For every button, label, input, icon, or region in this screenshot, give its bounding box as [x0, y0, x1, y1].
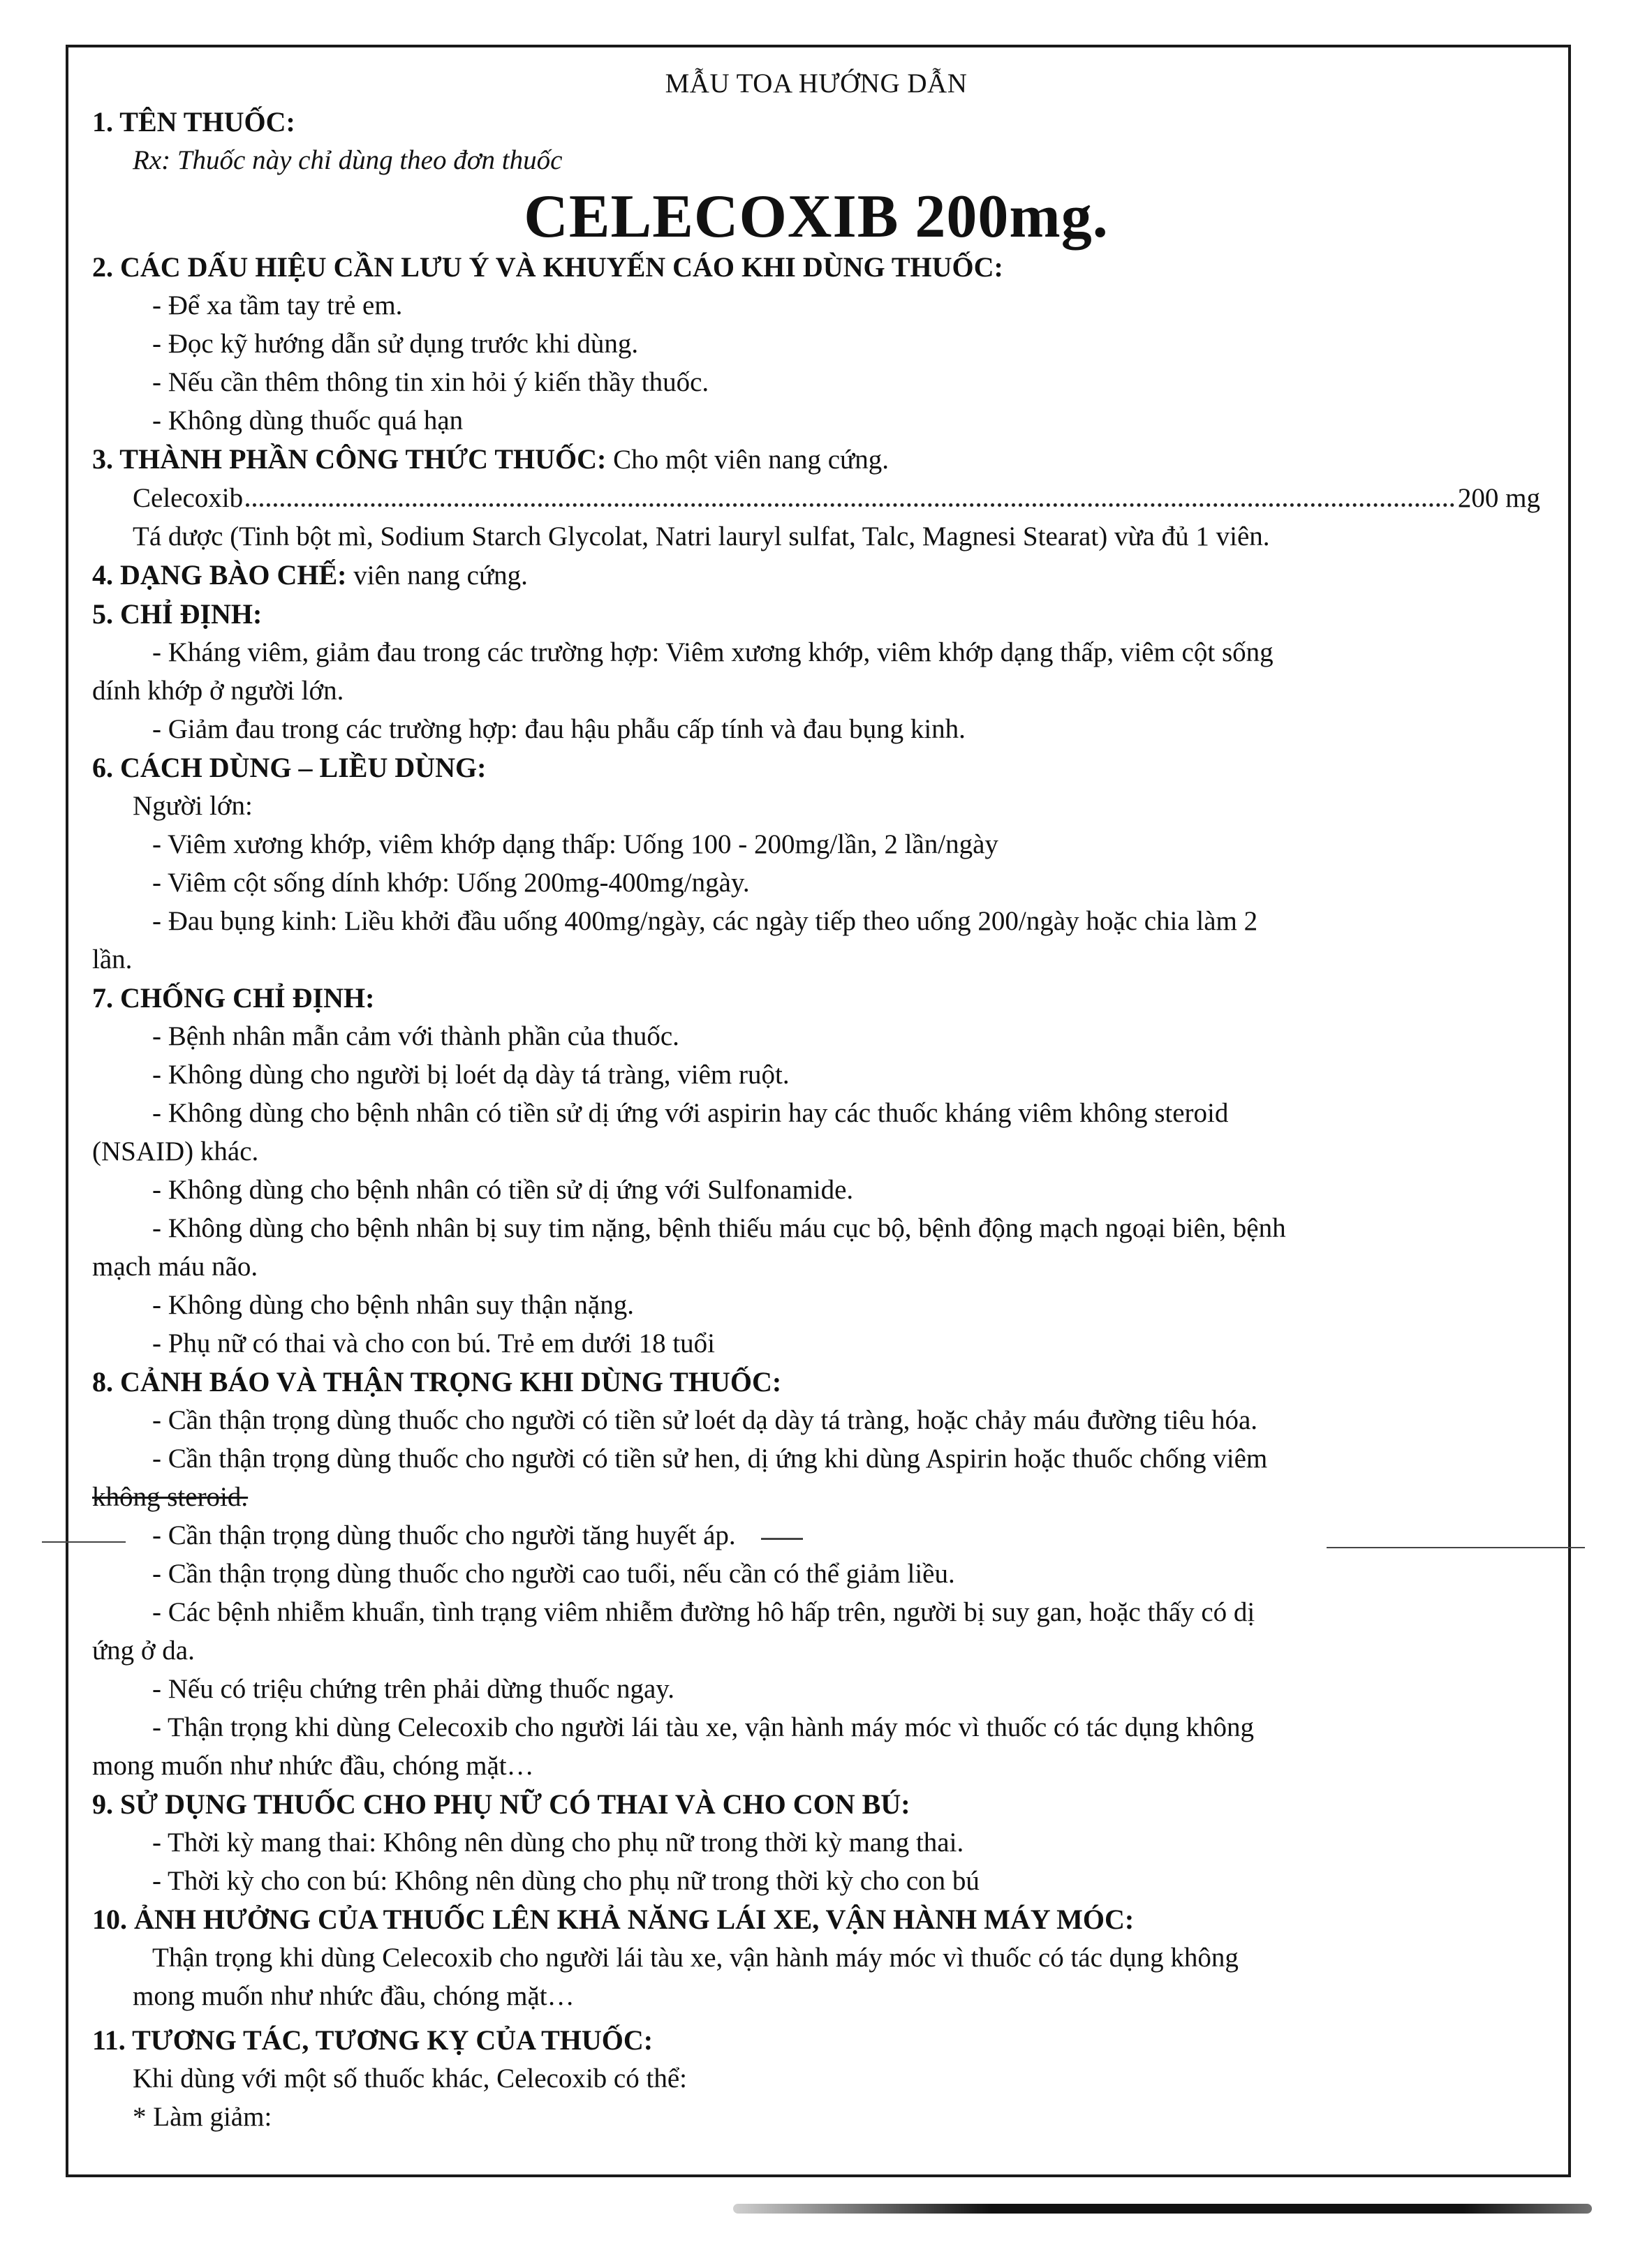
list-item: - Viêm cột sống dính khớp: Uống 200mg-400mg/ngày.: [152, 868, 750, 898]
list-item: - Không dùng cho bệnh nhân suy thận nặng.: [152, 1290, 634, 1320]
list-item: - Giảm đau trong các trường hợp: đau hậu phẫu cấp tính và đau bụng kinh.: [152, 714, 966, 744]
scan-artifact-stroke: [733, 2204, 1592, 2214]
list-item: - Không dùng cho bệnh nhân có tiền sử dị ứng với aspirin hay các thuốc kháng viêm không steroid: [152, 1098, 1229, 1128]
paragraph-line: Khi dùng với một số thuốc khác, Celecoxib có thể:: [133, 2063, 687, 2093]
list-item: - Để xa tầm tay trẻ em.: [152, 290, 403, 320]
list-item: - Cần thận trọng dùng thuốc cho người tăng huyết áp.: [152, 1520, 736, 1550]
list-item: - Cần thận trọng dùng thuốc cho người có tiền sử loét dạ dày tá tràng, hoặc chảy máu đường tiêu hóa.: [152, 1405, 1258, 1435]
list-item-continuation: mạch máu não.: [92, 1252, 258, 1282]
ingredient-name: Celecoxib: [133, 483, 244, 513]
adult-label: Người lớn:: [133, 791, 253, 821]
list-item: - Nếu có triệu chứng trên phải dừng thuốc ngay.: [152, 1674, 675, 1704]
list-item: - Kháng viêm, giảm đau trong các trường hợp: Viêm xương khớp, viêm khớp dạng thấp, viêm cột sống: [152, 637, 1274, 667]
list-item: - Đọc kỹ hướng dẫn sử dụng trước khi dùng.: [152, 329, 639, 359]
section-4-line: [92, 556, 1540, 595]
list-item: - Nếu cần thêm thông tin xin hỏi ý kiến thầy thuốc.: [152, 367, 709, 397]
list-item: - Không dùng cho người bị loét dạ dày tá tràng, viêm ruột.: [152, 1060, 790, 1090]
list-item: - Các bệnh nhiễm khuẩn, tình trạng viêm nhiễm đường hô hấp trên, người bị suy gan, hoặc thấy có dị: [152, 1597, 1255, 1627]
list-item-continuation: dính khớp ở người lớn.: [92, 676, 344, 706]
list-item-continuation: lần.: [92, 944, 133, 974]
list-item: - Phụ nữ có thai và cho con bú. Trẻ em dưới 18 tuổi: [152, 1328, 715, 1358]
list-item: - Thận trọng khi dùng Celecoxib cho người lái tàu xe, vận hành máy móc vì thuốc có tác dụng không: [152, 1712, 1254, 1742]
section-1-heading: 1. TÊN THUỐC:: [92, 106, 295, 138]
excipients-text: Tá dược (Tinh bột mì, Sodium Starch Glycolat, Natri lauryl sulfat, Talc, Magnesi Stearat) vừa đủ 1 viên.: [133, 521, 1270, 551]
paragraph-line: Thận trọng khi dùng Celecoxib cho người lái tàu xe, vận hành máy móc vì thuốc có tác dụng không: [152, 1943, 1239, 1973]
list-item: - Không dùng cho bệnh nhân có tiền sử dị ứng với Sulfonamide.: [152, 1175, 854, 1205]
list-item: - Cần thận trọng dùng thuốc cho người có tiền sử hen, dị ứng khi dùng Aspirin hoặc thuốc chống viêm: [152, 1444, 1268, 1474]
scan-artifact-line: [1327, 1547, 1585, 1548]
section-3-heading-rest: Cho một viên nang cứng.: [606, 445, 889, 475]
section-2-heading: 2. CÁC DẤU HIỆU CẦN LƯU Ý VÀ KHUYẾN CÁO KHI DÙNG THUỐC:: [92, 251, 1003, 283]
paragraph-line: mong muốn như nhức đầu, chóng mặt…: [133, 1981, 575, 2011]
section-6-heading: 6. CÁCH DÙNG – LIỀU DÙNG:: [92, 752, 487, 783]
ingredient-amount: 200 mg: [1457, 483, 1540, 513]
list-item: - Cần thận trọng dùng thuốc cho người cao tuổi, nếu cần có thể giảm liều.: [152, 1559, 955, 1589]
list-item: - Viêm xương khớp, viêm khớp dạng thấp: Uống 100 - 200mg/lần, 2 lần/ngày: [152, 829, 998, 859]
section-5-heading: 5. CHỈ ĐỊNH:: [92, 598, 263, 630]
section-7-heading: 7. CHỐNG CHỈ ĐỊNH:: [92, 982, 375, 1014]
section-10-heading: 10. ẢNH HƯỞNG CỦA THUỐC LÊN KHẢ NĂNG LÁI XE, VẬN HÀNH MÁY MÓC:: [92, 1904, 1135, 1935]
section-9-heading: 9. SỬ DỤNG THUỐC CHO PHỤ NỮ CÓ THAI VÀ CHO CON BÚ:: [92, 1788, 910, 1820]
drug-name-title: CELECOXIB 200mg.: [524, 183, 1109, 251]
section-3-line: [92, 440, 1540, 479]
list-item: - Không dùng cho bệnh nhân bị suy tim nặng, bệnh thiếu máu cục bộ, bệnh động mạch ngoại biên, bệnh: [152, 1213, 1286, 1243]
section-8-heading: 8. CẢNH BÁO VÀ THẬN TRỌNG KHI DÙNG THUỐC:: [92, 1366, 782, 1398]
list-item-continuation: mong muốn như nhức đầu, chóng mặt…: [92, 1751, 534, 1781]
section-3-heading: 3. THÀNH PHẦN CÔNG THỨC THUỐC:: [92, 443, 607, 475]
scan-artifact-line: [761, 1538, 803, 1540]
section-4-heading-rest: viên nang cứng.: [346, 561, 528, 591]
list-item: - Đau bụng kinh: Liều khởi đầu uống 400mg/ngày, các ngày tiếp theo uống 200/ngày hoặc chia làm 2: [152, 906, 1258, 936]
ingredient-row: [92, 479, 1540, 517]
rx-note: Rx: Thuốc này chỉ dùng theo đơn thuốc: [133, 145, 563, 175]
list-item: - Thời kỳ mang thai: Không nên dùng cho phụ nữ trong thời kỳ mang thai.: [152, 1828, 964, 1858]
scan-artifact-line: [42, 1541, 126, 1543]
document-header: MẪU TOA HƯỚNG DẪN: [665, 68, 968, 98]
dot-leader: [246, 503, 1455, 507]
list-item: - Bệnh nhân mẫn cảm với thành phần của thuốc.: [152, 1021, 679, 1051]
paragraph-line: * Làm giảm:: [133, 2102, 272, 2132]
struck-text: không steroid.: [92, 1482, 249, 1512]
section-4-heading: 4. DẠNG BÀO CHẾ:: [92, 559, 347, 591]
document-frame: [66, 45, 1571, 2177]
document-content: [92, 64, 1540, 2136]
list-item-continuation: ứng ở da.: [92, 1636, 195, 1666]
list-item: - Không dùng thuốc quá hạn: [152, 406, 464, 436]
list-item: - Thời kỳ cho con bú: Không nên dùng cho phụ nữ trong thời kỳ cho con bú: [152, 1866, 980, 1896]
list-item-continuation: [92, 1478, 1540, 1516]
section-11-heading: 11. TƯƠNG TÁC, TƯƠNG KỴ CỦA THUỐC:: [92, 2024, 654, 2056]
list-item-continuation: (NSAID) khác.: [92, 1136, 259, 1166]
